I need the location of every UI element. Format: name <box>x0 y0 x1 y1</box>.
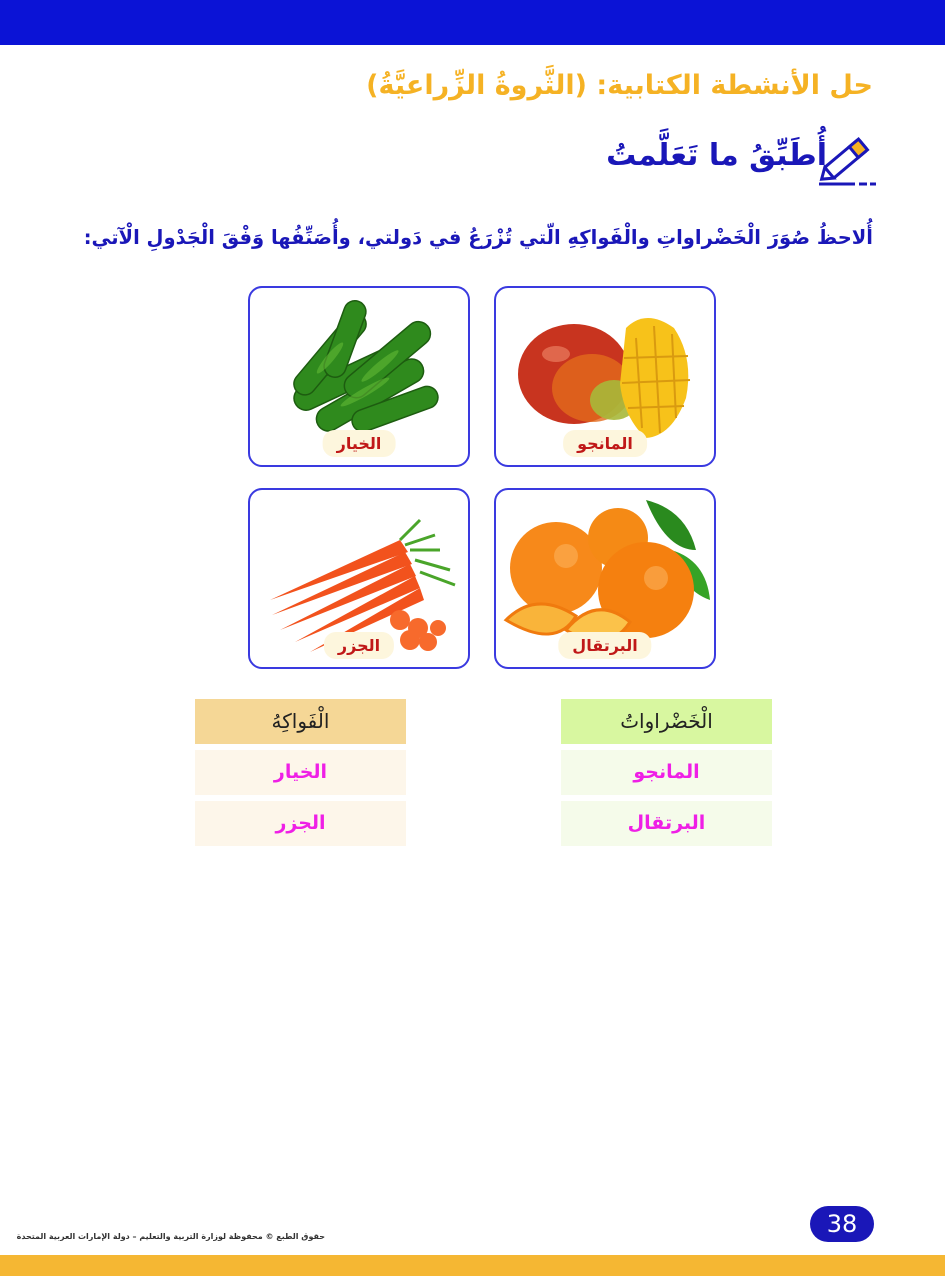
vegetables-header: الْخَضْراواتُ <box>561 699 772 744</box>
card-cucumber <box>248 286 470 467</box>
section-title: أُطَبِّقُ ما تَعَلَّمتُ <box>606 138 827 173</box>
page-heading: حل الأنشطة الكتابية: (الثَّروةُ الزِّراعيَّةُ) <box>366 70 873 101</box>
card-label: المانجو <box>563 430 647 457</box>
card-label: الجزر <box>324 632 394 659</box>
card-label: الخيار <box>323 430 396 457</box>
vegetables-table <box>561 699 772 846</box>
page-number: 38 <box>810 1206 874 1242</box>
fruits-cell: الخيار <box>195 750 406 795</box>
card-mango <box>494 286 716 467</box>
fruits-table <box>195 699 406 846</box>
vegetables-cell: المانجو <box>561 750 772 795</box>
copyright-text: حقوق الطبع © محفوظة لوزارة التربية والتعليم – دولة الإمارات العربية المتحدة <box>16 1232 325 1241</box>
fruits-header: الْفَواكِهُ <box>195 699 406 744</box>
instruction-text: أُلاحظُ صُوَرَ الْخَضْراواتِ والْفَواكِهِ الّتي تُزْرَعُ في دَولتي، وأُصَنِّفُها وَفْقَ الْجَدْولِ الْآتي: <box>83 226 873 249</box>
vegetables-cell: البرتقال <box>561 801 772 846</box>
card-label: البرتقال <box>558 632 651 659</box>
fruits-cell: الجزر <box>195 801 406 846</box>
top-bar <box>0 0 945 45</box>
bottom-bar <box>0 1255 945 1276</box>
card-orange <box>494 488 716 669</box>
card-carrot <box>248 488 470 669</box>
